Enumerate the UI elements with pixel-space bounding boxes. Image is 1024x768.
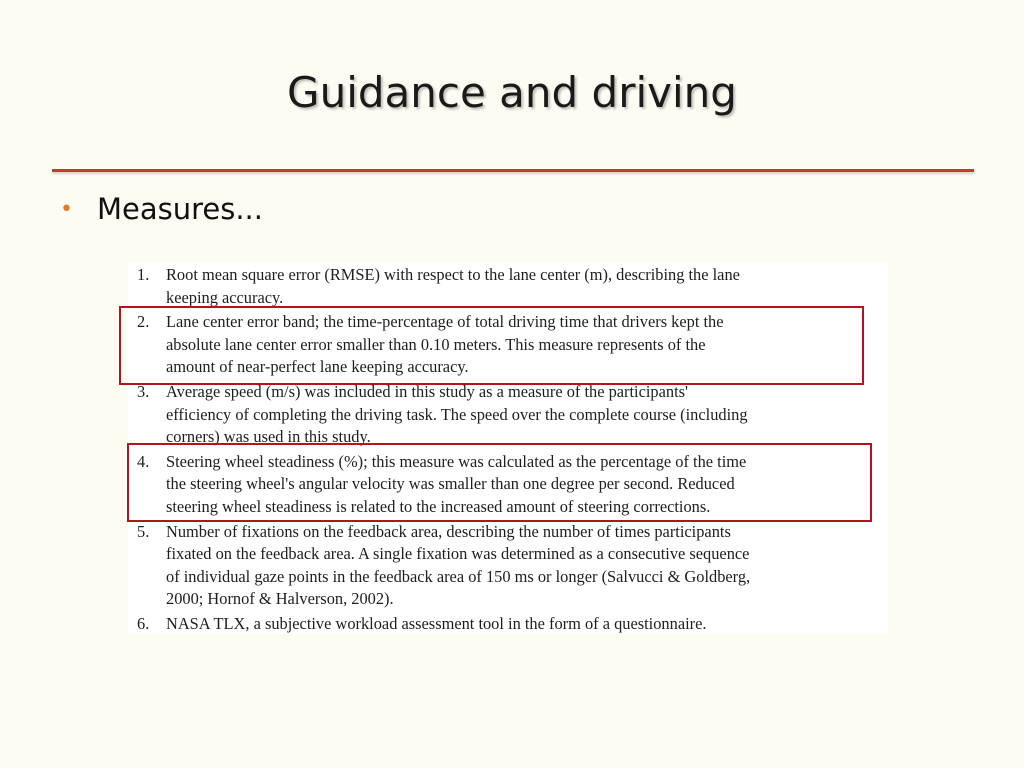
list-item-number: 6.: [137, 613, 150, 633]
bullet-text: Measures...: [96, 192, 263, 226]
list-item: [128, 611, 888, 636]
highlight-box-item-4: [127, 443, 872, 522]
highlight-box-item-2: [119, 306, 864, 385]
list-item-text: Number of fixations on the feedback area, describing the number of times participants fixated on the feedback area. A single fixation was determined as a consecutive sequence of individual gaze points in the feedback area of 150 ms or longer (Salvucci & Goldberg, 2000; Hornof & Halverson, 2002).: [166, 521, 751, 609]
list-item-text: Lane center error band; the time-percentage of total driving time that drivers kept the absolute lane center error smaller than 0.10 meters. This measure represents of the amount of near-perfect lane keeping accuracy.: [166, 312, 724, 377]
list-item-text: Steering wheel steadiness (%); this measure was calculated as the percentage of the time the steering wheel's angular velocity was smaller than one degree per second. Reduced steering wheel steadiness is related to the increased amount of steering corrections.: [166, 451, 747, 516]
list-item-text: Average speed (m/s) was included in this study as a measure of the participants' efficiency of completing the driving task. The speed over the complete course (including corners) was used in this study.: [166, 381, 748, 447]
list-item-number: 5.: [137, 521, 150, 541]
bullet-item: [60, 192, 263, 226]
slide-title: Guidance and driving: [287, 68, 737, 117]
list-item: [128, 262, 888, 309]
list-item-number: 1.: [137, 265, 150, 284]
list-item: [128, 379, 888, 449]
bullet-icon: •: [60, 197, 73, 222]
title-divider: [52, 169, 974, 172]
list-item-text: Root mean square error (RMSE) with respect to the lane center (m), describing the lane keeping accuracy.: [166, 265, 740, 307]
list-item-number: 4.: [137, 451, 150, 471]
list-item-text: NASA TLX, a subjective workload assessment tool in the form of a questionnaire.: [166, 613, 707, 633]
list-item-number: 3.: [137, 381, 150, 401]
list-item: [128, 519, 888, 611]
list-item-number: 2.: [137, 312, 150, 332]
